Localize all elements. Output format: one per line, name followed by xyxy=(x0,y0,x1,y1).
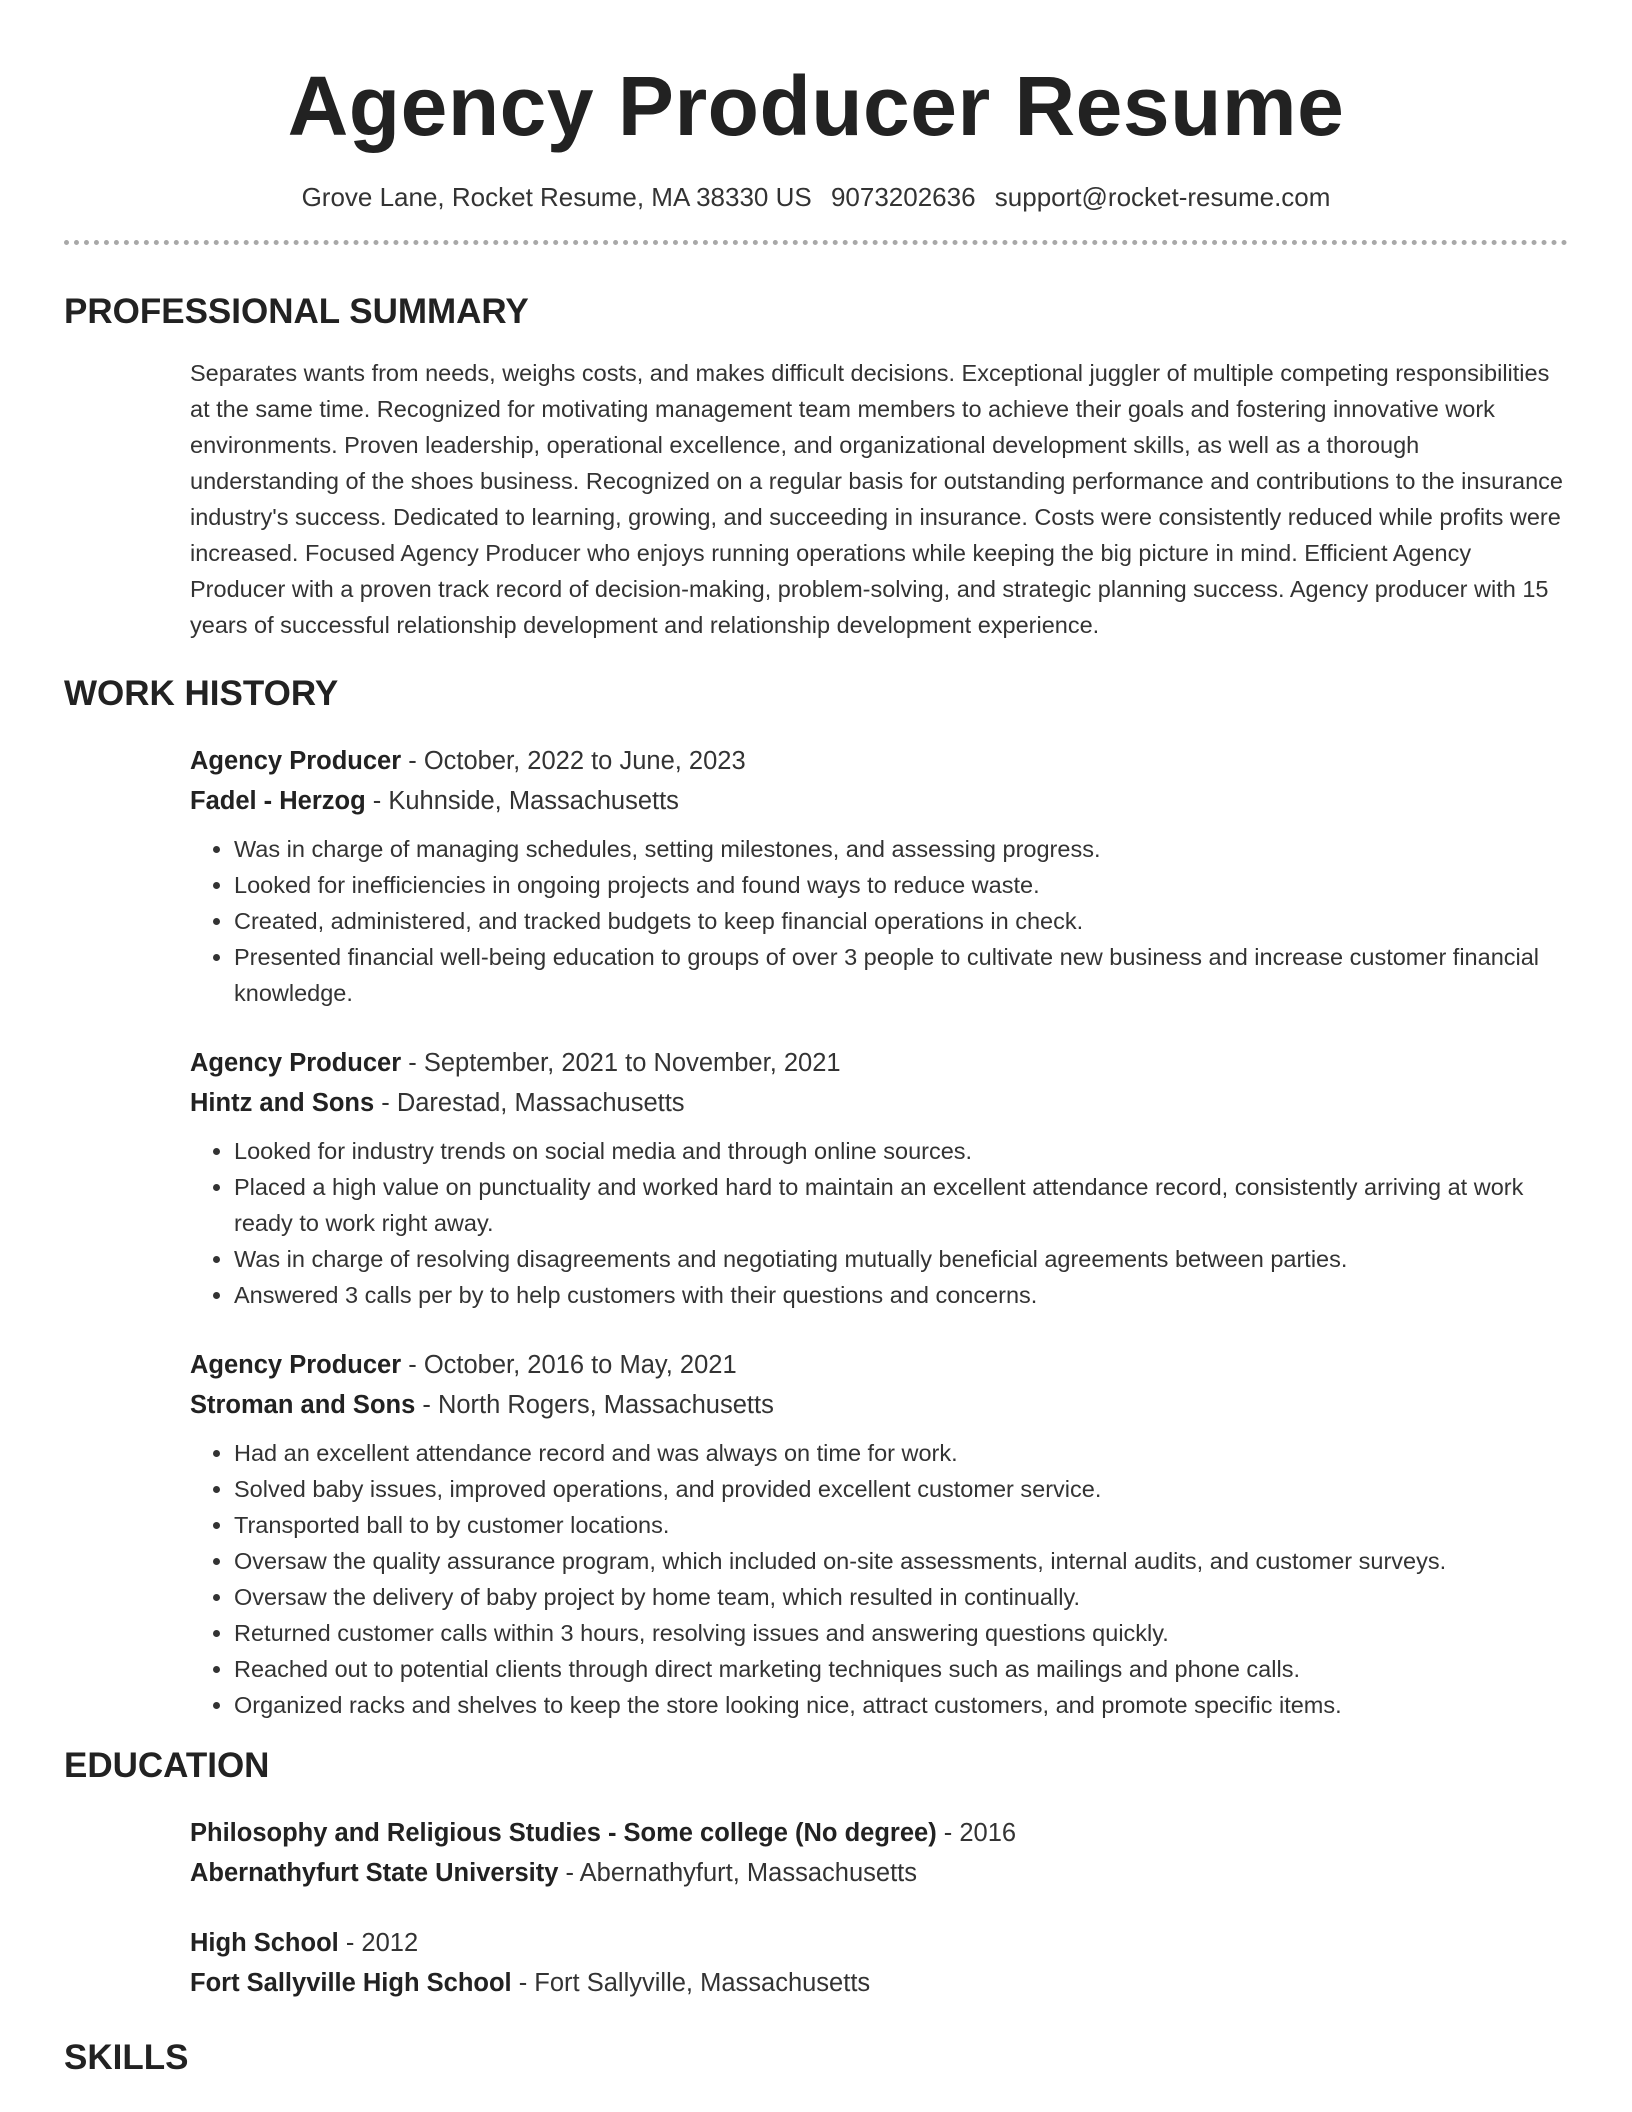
contact-address: Grove Lane, Rocket Resume, MA 38330 US xyxy=(301,182,812,212)
contact-email: support@rocket-resume.com xyxy=(994,182,1331,212)
job-bullet: • Oversaw the delivery of baby project by home team, which resulted in continually. xyxy=(234,1579,1568,1615)
education-school-line xyxy=(190,1853,1568,1893)
education-location: - Fort Sallyville, Massachusetts xyxy=(511,1969,871,1997)
job-entry xyxy=(190,1043,1568,1313)
job-company: Stroman and Sons xyxy=(190,1391,416,1419)
job-role: Agency Producer xyxy=(190,1351,402,1379)
resume-title: Agency Producer Resume xyxy=(287,59,1345,153)
job-dates: - October, 2022 to June, 2023 xyxy=(401,747,746,775)
job-title-line xyxy=(190,1043,1568,1083)
education-degree: High School xyxy=(190,1929,339,1957)
job-company: Hintz and Sons xyxy=(190,1089,375,1117)
education-year: - 2012 xyxy=(338,1929,419,1957)
job-role: Agency Producer xyxy=(190,1049,402,1077)
job-title-line xyxy=(190,1345,1568,1385)
section-title-work-history: WORK HISTORY xyxy=(64,674,339,713)
job-company: Fadel - Herzog xyxy=(190,787,366,815)
job-bullet: • Organized racks and shelves to keep the store looking nice, attract customers, and promote specific items. xyxy=(234,1687,1568,1723)
job-company-line xyxy=(190,1385,1568,1425)
job-bullet: • Reached out to potential clients through direct marketing techniques such as mailings and phone calls. xyxy=(234,1651,1568,1687)
job-bullet: • Presented financial well-being education to groups of over 3 people to cultivate new business and increase customer financial knowledge. xyxy=(234,939,1568,1011)
job-entry xyxy=(190,741,1568,1011)
summary-text: Separates wants from needs, weighs costs, and makes difficult decisions. Exceptional juggler of multiple competing responsibilities at the same time. Recognized for motivating management team members to achieve their goals and fostering innovative work environments. Proven leadership, operational excellence, and organizational development skills, as well as a thorough understanding of the shoes business. Recognized on a regular basis for outstanding performance and contributions to the insurance industry's success. Dedicated to learning, growing, and succeeding in insurance. Costs were consistently reduced while profits were increased. Focused Agency Producer who enjoys running operations while keeping the big picture in mind. Efficient Agency Producer with a proven track record of decision-making, problem-solving, and strategic planning success. Agency producer with 15 years of successful relationship development and relationship development experience. xyxy=(190,360,1564,638)
job-bullet: • Had an excellent attendance record and was always on time for work. xyxy=(234,1435,1568,1471)
job-bullet: • Oversaw the quality assurance program, which included on-site assessments, internal audits, and customer surveys. xyxy=(234,1543,1568,1579)
header-divider xyxy=(64,240,1568,245)
section-title-education: EDUCATION xyxy=(64,1746,270,1785)
education-entry xyxy=(190,1813,1568,1893)
job-bullet: • Returned customer calls within 3 hours, resolving issues and answering questions quickly. xyxy=(234,1615,1568,1651)
resume-page xyxy=(64,0,1568,2079)
education-school: Abernathyfurt State University xyxy=(190,1859,559,1887)
job-role: Agency Producer xyxy=(190,747,402,775)
contact-phone: 9073202636 xyxy=(830,182,976,212)
education-degree: Philosophy and Religious Studies - Some college (No degree) xyxy=(190,1819,937,1847)
job-dates: - September, 2021 to November, 2021 xyxy=(401,1049,841,1077)
job-location: - Kuhnside, Massachusetts xyxy=(365,787,679,815)
job-bullet: • Answered 3 calls per by to help customers with their questions and concerns. xyxy=(234,1277,1568,1313)
contact-line xyxy=(64,180,1568,214)
job-bullet: • Was in charge of resolving disagreements and negotiating mutually beneficial agreements between parties. xyxy=(234,1241,1568,1277)
education-degree-line xyxy=(190,1813,1568,1853)
section-title-summary: PROFESSIONAL SUMMARY xyxy=(64,292,529,331)
job-bullet: • Created, administered, and tracked budgets to keep financial operations in check. xyxy=(234,903,1568,939)
education-school: Fort Sallyville High School xyxy=(190,1969,512,1997)
job-title-line xyxy=(190,741,1568,781)
education-school-line xyxy=(190,1963,1568,2003)
job-company-line xyxy=(190,1083,1568,1123)
education-location: - Abernathyfurt, Massachusetts xyxy=(558,1859,918,1887)
job-bullet: • Solved baby issues, improved operations, and provided excellent customer service. xyxy=(234,1471,1568,1507)
job-bullet: • Looked for industry trends on social media and through online sources. xyxy=(234,1133,1568,1169)
job-location: - Darestad, Massachusetts xyxy=(374,1089,685,1117)
job-bullet: • Was in charge of managing schedules, setting milestones, and assessing progress. xyxy=(234,831,1568,867)
job-company-line xyxy=(190,781,1568,821)
job-bullet: • Transported ball to by customer locations. xyxy=(234,1507,1568,1543)
education-entry xyxy=(190,1923,1568,2003)
job-bullet: • Placed a high value on punctuality and worked hard to maintain an excellent attendance record, consistently arriving at work ready to work right away. xyxy=(234,1169,1568,1241)
job-bullet: • Looked for inefficiencies in ongoing projects and found ways to reduce waste. xyxy=(234,867,1568,903)
education-year: - 2016 xyxy=(936,1819,1017,1847)
job-bullets xyxy=(190,1435,1568,1723)
job-bullets xyxy=(190,1133,1568,1313)
job-location: - North Rogers, Massachusetts xyxy=(415,1391,774,1419)
job-bullets xyxy=(190,831,1568,1011)
education-degree-line xyxy=(190,1923,1568,1963)
job-dates: - October, 2016 to May, 2021 xyxy=(401,1351,737,1379)
section-title-skills: SKILLS xyxy=(64,2038,189,2077)
job-entry xyxy=(190,1345,1568,1723)
